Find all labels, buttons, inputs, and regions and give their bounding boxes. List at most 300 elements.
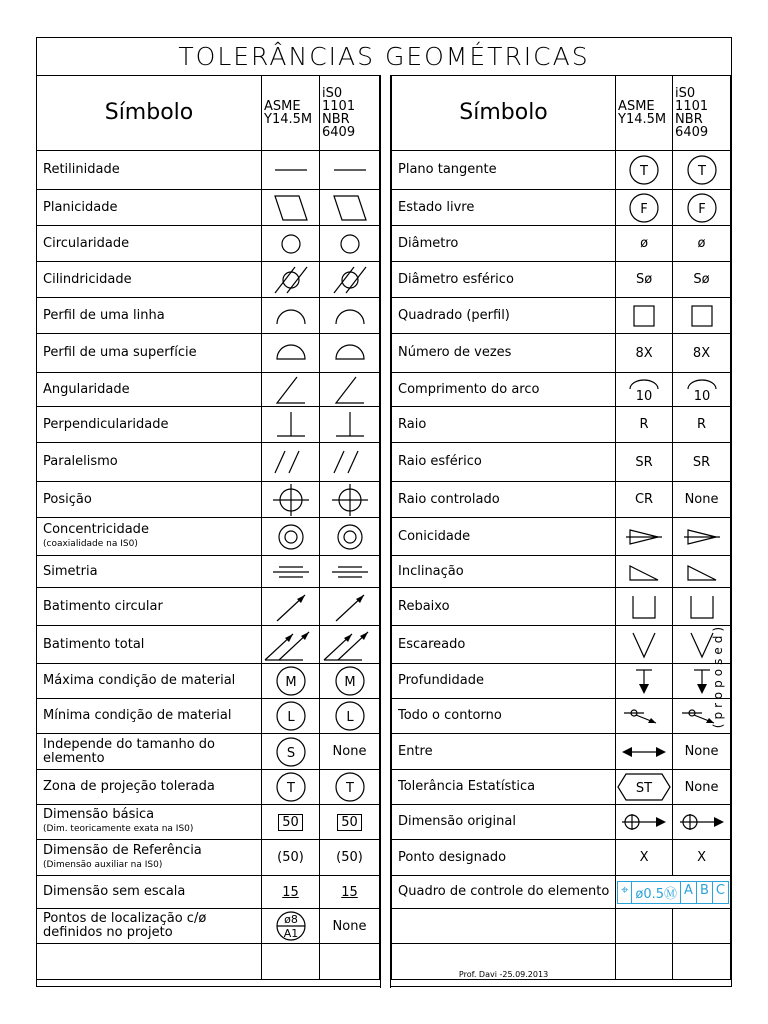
left-iso-symbol-cell — [320, 518, 380, 556]
row-label — [392, 805, 616, 840]
row-label — [392, 190, 616, 226]
svg-text:T: T — [697, 164, 706, 179]
table-row — [37, 876, 380, 909]
arc-icon — [673, 377, 730, 403]
svg-text:T: T — [286, 781, 295, 796]
right-iso-symbol-cell — [673, 556, 731, 588]
row-label-text: Mínima condição de material — [43, 708, 232, 723]
right-iso-symbol-cell — [673, 734, 731, 770]
text-icon: ø — [640, 236, 649, 251]
right-iso-symbol-cell — [673, 190, 731, 226]
table-row — [392, 262, 731, 298]
svg-text:T: T — [640, 164, 649, 179]
right-asme-symbol-cell — [616, 482, 673, 518]
right-asme-symbol-cell — [616, 373, 673, 407]
row-label — [392, 556, 616, 588]
table-row — [37, 262, 380, 298]
blank-cell — [616, 944, 673, 980]
table-row — [37, 805, 380, 840]
row-label — [392, 909, 616, 944]
left-iso-symbol-cell — [320, 734, 380, 770]
row-label — [37, 443, 262, 482]
row-label — [392, 699, 616, 734]
circular-runout-icon — [320, 591, 379, 623]
left-iso-symbol-cell — [320, 876, 380, 909]
row-label — [392, 226, 616, 262]
row-label-text: Independe do tamanho do elemento — [43, 736, 215, 766]
row-label-text: Escareado — [398, 636, 466, 652]
row-label-text: Tolerância Estatística — [398, 779, 536, 794]
svg-text:ø8: ø8 — [283, 913, 298, 926]
boxed-icon: 50 — [337, 814, 362, 831]
square-icon — [673, 304, 730, 328]
row-label-text: Máxima condição de material — [43, 673, 236, 688]
profile-surface-icon — [320, 343, 379, 363]
row-label — [392, 298, 616, 334]
row-label-text: Batimento circular — [43, 598, 163, 614]
row-label-text: Entre — [398, 743, 433, 759]
row-label — [37, 699, 262, 734]
right-iso-symbol-cell — [673, 262, 731, 298]
left-asme-header: ASME Y14.5M — [262, 76, 320, 151]
text-icon: SR — [635, 454, 653, 470]
row-label — [37, 262, 262, 298]
row-label-text: Perfil de uma superfície — [43, 345, 197, 360]
right-iso-symbol-cell — [673, 518, 731, 556]
left-asme-symbol-cell — [262, 699, 320, 734]
straightness-icon — [262, 165, 319, 175]
none-text: None — [684, 744, 719, 759]
text-icon: 8X — [635, 345, 653, 361]
row-label-text: Plano tangente — [398, 162, 497, 177]
row-label-text: Pontos de localização c/ø definidos no projeto — [43, 911, 207, 940]
left-asme-symbol-cell — [262, 876, 320, 909]
left-iso-symbol-cell — [320, 226, 380, 262]
fcf-cell: B — [697, 882, 713, 903]
right-iso-symbol-cell — [673, 407, 731, 443]
table-row — [392, 734, 731, 770]
table-row — [37, 482, 380, 518]
right-symbol-header: Símbolo — [392, 76, 616, 151]
row-label-text: Diâmetro — [398, 235, 459, 251]
left-iso-symbol-cell — [320, 298, 380, 334]
depth-icon — [616, 666, 672, 696]
row-label — [392, 262, 616, 298]
left-iso-symbol-cell — [320, 556, 380, 588]
row-note: (Dim. teoricamente exata na IS0) — [43, 824, 194, 834]
right-iso-symbol-cell — [673, 443, 731, 482]
row-label — [37, 334, 262, 373]
row-label-text: Ponto designado — [398, 849, 507, 865]
left-iso-symbol-cell — [320, 373, 380, 407]
circularity-icon — [262, 232, 319, 256]
profile-line-icon — [320, 306, 379, 326]
table-row — [392, 443, 731, 482]
right-asme-symbol-cell — [616, 226, 673, 262]
right-asme-symbol-cell — [616, 151, 673, 190]
right-iso-symbol-cell — [673, 373, 731, 407]
left-iso-symbol-cell — [320, 840, 380, 876]
table-row — [37, 840, 380, 876]
svg-text:F: F — [640, 201, 648, 217]
left-iso-symbol-cell — [320, 443, 380, 482]
row-note: (Dimensão auxiliar na IS0) — [43, 859, 163, 870]
table-row — [37, 443, 380, 482]
row-label-text: Rebaixo — [398, 598, 450, 614]
blank-row — [392, 944, 731, 980]
row-label — [392, 626, 616, 664]
row-label — [37, 482, 262, 518]
table-row — [392, 518, 731, 556]
row-label-text: Todo o contorno — [398, 708, 502, 723]
table-row — [392, 770, 731, 805]
row-label — [37, 151, 262, 190]
straightness-icon — [320, 165, 379, 175]
row-label-text: Diâmetro esférico — [398, 271, 514, 287]
row-label-text: Comprimento do arco — [398, 381, 540, 397]
all-around-icon — [616, 705, 672, 727]
left-asme-symbol-cell — [262, 190, 320, 226]
row-label — [392, 373, 616, 407]
table-row — [392, 588, 731, 626]
concentricity-icon — [262, 522, 319, 552]
row-label — [37, 770, 262, 805]
row-label — [392, 588, 616, 626]
left-asme-symbol-cell — [262, 734, 320, 770]
left-iso-symbol-cell — [320, 626, 380, 664]
left-asme-symbol-cell — [262, 226, 320, 262]
row-label-text: Raio controlado — [398, 491, 500, 507]
fcf-cell: C — [715, 882, 725, 898]
right-iso-header: iS0 1101 NBR 6409 — [673, 76, 731, 151]
left-asme-symbol-cell — [262, 770, 320, 805]
row-label — [392, 770, 616, 805]
arc-icon — [616, 377, 672, 403]
table-row — [392, 664, 731, 699]
svg-text:F: F — [697, 201, 706, 217]
table-row — [392, 626, 731, 664]
left-asme-symbol-cell — [262, 588, 320, 626]
row-label — [37, 298, 262, 334]
svg-text:L: L — [345, 710, 354, 725]
text-icon: R — [697, 417, 707, 432]
parallelism-icon — [262, 449, 319, 475]
between-icon — [616, 745, 672, 759]
circle-letter-icon — [320, 664, 379, 698]
feature-control-frame-cell — [616, 876, 731, 909]
row-label — [37, 626, 262, 664]
row-label — [392, 734, 616, 770]
row-label — [392, 876, 616, 909]
right-iso-symbol-cell — [673, 840, 731, 876]
footer: Prof. Davi -25.09.2013 — [392, 944, 616, 980]
blank-row — [37, 944, 380, 980]
svg-text:M: M — [284, 675, 297, 690]
row-label — [392, 151, 616, 190]
slope-icon — [673, 562, 730, 582]
underline-icon: 15 — [282, 884, 299, 900]
row-label — [37, 734, 262, 770]
left-iso-symbol-cell — [320, 699, 380, 734]
table-row — [37, 626, 380, 664]
svg-text:10: 10 — [693, 388, 710, 403]
table-row — [392, 556, 731, 588]
none-text: None — [684, 779, 719, 795]
table-row — [37, 734, 380, 770]
table-row — [37, 298, 380, 334]
row-label-text: Circularidade — [43, 235, 130, 251]
left-iso-symbol-cell — [320, 805, 380, 840]
none-text: None — [332, 744, 367, 759]
underline-icon: 15 — [341, 884, 358, 900]
symmetry-icon — [262, 563, 319, 581]
table-row — [37, 556, 380, 588]
right-asme-symbol-cell — [616, 626, 673, 664]
cylindricity-icon — [320, 265, 379, 295]
row-label-text: Raio esférico — [398, 454, 482, 469]
table-row — [392, 334, 731, 373]
profile-line-icon — [262, 306, 319, 326]
row-label-text: Quadro de controle do elemento — [398, 884, 610, 899]
row-label — [37, 840, 262, 876]
left-asme-symbol-cell — [262, 151, 320, 190]
total-runout-icon — [262, 628, 319, 662]
left-iso-symbol-cell — [320, 482, 380, 518]
flatness-icon — [320, 194, 379, 222]
left-iso-symbol-cell — [320, 190, 380, 226]
right-asme-symbol-cell — [616, 556, 673, 588]
right-asme-symbol-cell — [616, 909, 673, 944]
perpendicularity-icon — [320, 410, 379, 440]
table-row — [37, 770, 380, 805]
table-row — [37, 373, 380, 407]
circle-letter-icon — [262, 699, 319, 733]
table-row — [392, 699, 731, 734]
left-asme-symbol-cell — [262, 373, 320, 407]
right-asme-symbol-cell — [616, 262, 673, 298]
svg-text:L: L — [286, 710, 295, 725]
table-row — [392, 151, 731, 190]
row-label — [392, 407, 616, 443]
right-asme-symbol-cell — [616, 840, 673, 876]
right-iso-symbol-cell — [673, 334, 731, 373]
table-row — [392, 876, 731, 909]
table-row — [37, 664, 380, 699]
table-row — [392, 840, 731, 876]
row-label — [392, 443, 616, 482]
boxed-icon: 50 — [278, 814, 303, 831]
circle-letter-icon — [320, 699, 379, 733]
text-icon: CR — [634, 492, 654, 507]
row-label-text: Conicidade — [398, 528, 471, 544]
blank-cell — [320, 944, 380, 980]
row-label — [37, 373, 262, 407]
left-asme-symbol-cell — [262, 518, 320, 556]
perpendicularity-icon — [262, 410, 319, 440]
row-label-text: Angularidade — [43, 381, 130, 397]
row-label-text: Zona de projeção tolerada — [43, 779, 215, 794]
left-iso-header: iS0 1101 NBR 6409 — [320, 76, 380, 151]
feature-control-frame — [617, 881, 729, 904]
right-asme-header: ASME Y14.5M — [616, 76, 673, 151]
circle-letter-icon — [262, 735, 319, 769]
row-label-text: Concentricidade — [43, 521, 149, 537]
row-label — [392, 518, 616, 556]
row-label-text: Dimensão sem escala — [43, 884, 186, 899]
row-label-text: Número de vezes — [398, 345, 512, 360]
row-label — [37, 226, 262, 262]
right-asme-symbol-cell — [616, 588, 673, 626]
row-label — [37, 518, 262, 556]
left-iso-symbol-cell — [320, 909, 380, 944]
blank-cell — [673, 944, 731, 980]
none-text: None — [684, 492, 719, 507]
conical-icon — [616, 526, 672, 548]
text-icon: 8X — [692, 345, 711, 361]
square-icon — [616, 304, 672, 328]
table-row — [37, 909, 380, 944]
row-label — [37, 805, 262, 840]
row-label — [392, 840, 616, 876]
row-label — [37, 876, 262, 909]
row-label — [37, 556, 262, 588]
text-icon: X — [639, 850, 649, 865]
row-label — [392, 482, 616, 518]
left-iso-symbol-cell — [320, 664, 380, 699]
table-row — [37, 699, 380, 734]
parallelism-icon — [320, 449, 379, 475]
right-asme-symbol-cell — [616, 298, 673, 334]
left-asme-symbol-cell — [262, 407, 320, 443]
row-label-text: Quadrado (perfil) — [398, 307, 510, 323]
left-asme-symbol-cell — [262, 443, 320, 482]
conical-icon — [673, 526, 730, 548]
table-row — [392, 298, 731, 334]
symmetry-icon — [320, 563, 379, 581]
none-text: None — [332, 918, 367, 934]
column-gap — [380, 75, 391, 988]
left-iso-symbol-cell — [320, 588, 380, 626]
row-label-text: Simetria — [43, 563, 98, 579]
angularity-icon — [262, 375, 319, 405]
cylindricity-icon — [262, 265, 319, 295]
table-row — [392, 909, 731, 944]
left-asme-symbol-cell — [262, 482, 320, 518]
right-asme-symbol-cell — [616, 190, 673, 226]
statistical-icon — [616, 772, 672, 802]
left-asme-symbol-cell — [262, 298, 320, 334]
right-asme-symbol-cell — [616, 770, 673, 805]
right-iso-symbol-cell — [673, 909, 731, 944]
page-title: TOLERÂNCIAS GEOMÉTRICAS — [37, 38, 731, 76]
right-iso-symbol-cell — [673, 588, 731, 626]
table-row — [37, 334, 380, 373]
circle-letter-icon — [320, 770, 379, 804]
blank-cell — [262, 944, 320, 980]
blank-cell — [37, 944, 262, 980]
counterbore-icon — [673, 594, 730, 620]
right-asme-symbol-cell — [616, 334, 673, 373]
text-icon: Sø — [635, 272, 653, 287]
table-row — [392, 482, 731, 518]
text-icon: SR — [692, 454, 711, 470]
profile-surface-icon — [262, 343, 319, 363]
row-label-text: Posição — [43, 491, 92, 507]
svg-text:M: M — [343, 675, 356, 690]
row-label — [37, 190, 262, 226]
table-row — [37, 226, 380, 262]
right-iso-symbol-cell — [673, 151, 731, 190]
right-table — [391, 75, 731, 980]
left-symbol-header: Símbolo — [37, 76, 262, 151]
row-label — [392, 334, 616, 373]
text-icon: Sø — [693, 272, 710, 287]
row-label-text: Cilindricidade — [43, 271, 132, 287]
row-label — [37, 664, 262, 699]
left-asme-symbol-cell — [262, 909, 320, 944]
origin-icon — [673, 812, 730, 832]
datum-target-icon — [262, 910, 319, 942]
table-row — [392, 805, 731, 840]
circularity-icon — [320, 232, 379, 256]
row-label-text: Profundidade — [398, 673, 485, 688]
right-iso-symbol-cell — [673, 226, 731, 262]
fcf-cell: ø0.5Ⓜ — [632, 882, 681, 903]
row-label-text: Paralelismo — [43, 454, 118, 469]
total-runout-icon — [320, 628, 379, 662]
left-iso-symbol-cell — [320, 770, 380, 805]
left-asme-symbol-cell — [262, 334, 320, 373]
table-row — [37, 518, 380, 556]
position-icon — [262, 483, 319, 517]
row-label-text: Inclinação — [398, 563, 464, 579]
row-label-text: Planicidade — [43, 199, 118, 215]
right-asme-symbol-cell — [616, 518, 673, 556]
row-label — [37, 588, 262, 626]
left-asme-symbol-cell — [262, 556, 320, 588]
row-label-text: Perfil de uma linha — [43, 307, 165, 323]
table-row — [37, 190, 380, 226]
left-iso-symbol-cell — [320, 407, 380, 443]
right-asme-symbol-cell — [616, 407, 673, 443]
row-note: (coaxialidade na IS0) — [43, 538, 138, 549]
row-label — [37, 407, 262, 443]
table-row — [392, 226, 731, 262]
row-label-text: Retilinidade — [43, 162, 120, 177]
left-asme-symbol-cell — [262, 664, 320, 699]
right-iso-symbol-cell — [673, 298, 731, 334]
left-asme-symbol-cell — [262, 626, 320, 664]
row-label-text: Raio — [398, 416, 427, 432]
circle-letter-icon — [262, 664, 319, 698]
text-icon: ø — [697, 236, 706, 251]
svg-text:A1: A1 — [283, 927, 298, 940]
left-asme-symbol-cell — [262, 840, 320, 876]
right-iso-symbol-cell — [673, 482, 731, 518]
text-icon: X — [697, 850, 706, 865]
counterbore-icon — [616, 594, 672, 620]
left-asme-symbol-cell — [262, 262, 320, 298]
right-asme-symbol-cell — [616, 734, 673, 770]
left-iso-symbol-cell — [320, 334, 380, 373]
row-label-text: Dimensão original — [398, 814, 516, 829]
table-row — [392, 407, 731, 443]
concentricity-icon — [320, 522, 379, 552]
left-iso-symbol-cell — [320, 262, 380, 298]
right-iso-symbol-cell — [673, 805, 731, 840]
left-asme-symbol-cell — [262, 805, 320, 840]
position-icon — [320, 483, 379, 517]
